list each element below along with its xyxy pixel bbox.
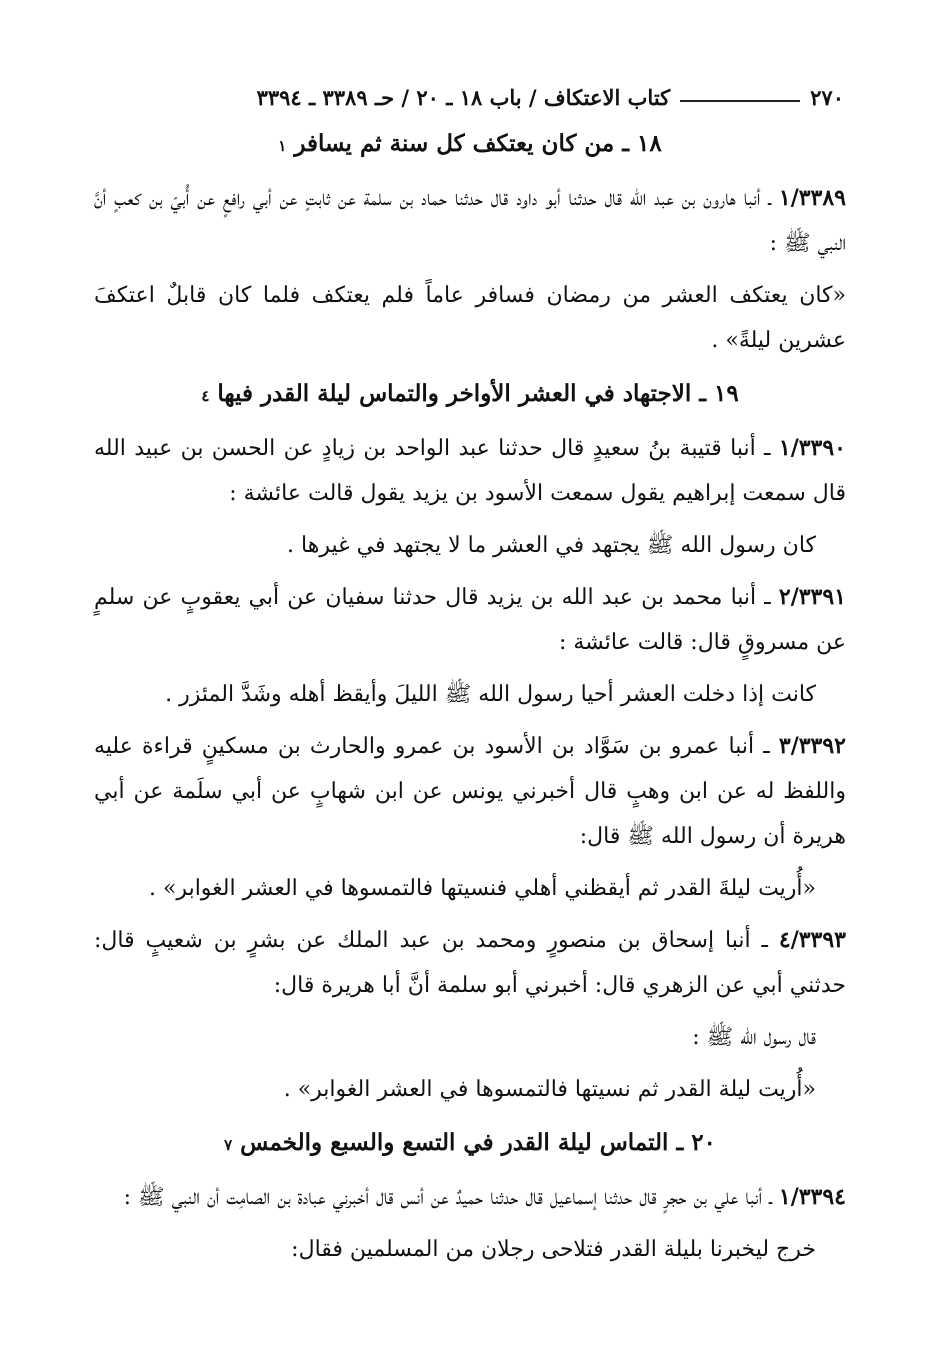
header-rule	[680, 100, 800, 102]
hadith-number: ٤/٣٣٩٣	[778, 927, 846, 953]
hadith-matn: خرج ليخبرنا بليلة القدر فتلاحى رجلان من المسلمين فقال:	[291, 1237, 816, 1262]
chapter-heading: ٢٠ ـ التماس ليلة القدر في التسع والسبع والخمس ٧	[224, 1129, 716, 1156]
running-title: كتاب الاعتكاف / باب ١٨ ـ ٢٠ / حـ ٣٣٨٩ ـ ٣٣٩٤	[256, 85, 671, 110]
hadith-isnad: ١/٣٣٨٩ ـ أنبا هارون بن عبد الله قال حدثنا أبو داود قال حدثنا حماد بن سلمة عن ثابتٍ عن أبي رافعٍ عن أُبيّ بن كعبٍ أنَّ النبي ﷺ :	[94, 185, 846, 256]
hadith-number: ١/٣٣٩٤	[778, 1184, 846, 1210]
footnote-marker: ٧	[224, 1136, 233, 1154]
running-head	[96, 76, 844, 110]
page-number: ٢٧٠	[810, 85, 844, 110]
hadith-matn: «أُريت ليلة القدر ثم نسيتها فالتمسوها في العشر الغوابر» .	[283, 1077, 816, 1102]
hadith-isnad: ١/٣٣٩٠ ـ أنبا قتيبة بنُ سعيدٍ قال حدثنا عبد الواحد بن زيادٍ عن الحسن بن عبيد الله قال سمعت إبراهيم يقول سمعت الأسود بن يزيد يقول قالت عائشة :	[94, 435, 846, 506]
hadith-matn: كان رسول الله ﷺ يجتهد في العشر ما لا يجتهد في غيرها .	[287, 533, 816, 558]
chapter-heading: ١٩ ـ الاجتهاد في العشر الأواخر والتماس ليلة القدر فيها ٤	[201, 380, 739, 407]
page-body	[94, 120, 846, 1279]
hadith-isnad: ١/٣٣٩٤ ـ أنبا علي بن حجرٍ قال حدثنا إسماعيل قال حدثنا حميدٌ عن أنس قال أخبرني عبادة بن الصامِت أن النبي ﷺ :	[123, 1184, 846, 1210]
hadith-number: ١/٣٣٩٠	[778, 435, 846, 461]
hadith-matn: كانت إذا دخلت العشر أحيا رسول الله ﷺ الليلَ وأيقظ أهله وشَدَّ المئزر .	[165, 682, 816, 707]
hadith-number: ٣/٣٣٩٢	[778, 733, 846, 759]
chapter-heading: ١٨ ـ من كان يعتكف كل سنة ثم يسافر ١	[278, 130, 662, 157]
footnote-marker: ١	[278, 137, 287, 155]
hadith-number: ١/٣٣٨٩	[778, 185, 846, 211]
hadith-isnad: ٢/٣٣٩١ ـ أنبا محمد بن عبد الله بن يزيد قال حدثنا سفيان عن أبي يعقوبٍ عن سلمٍ عن مسروقٍ قال: قالت عائشة :	[94, 584, 846, 655]
hadith-number: ٢/٣٣٩١	[778, 584, 846, 610]
hadith-isnad: ٤/٣٣٩٣ ـ أنبا إسحاق بن منصورٍ ومحمد بن عبد الملك عن بشرٍ بن شعيبٍ قال: حدثني أبي عن الزهري قال: أخبرني أبو سلمة أنَّ أبا هريرة قال:	[94, 927, 846, 998]
hadith-matn: «أُريت ليلةَ القدر ثم أيقظني أهلي فنسيتها فالتمسوها في العشر الغوابر» .	[148, 876, 816, 901]
footnote-marker: ٤	[201, 387, 210, 405]
hadith-isnad: ٣/٣٣٩٢ ـ أنبا عمرو بن سَوَّاد بن الأسود بن عمرو والحارث بن مسكينٍ قراءة عليه واللفظ له عن ابن وهبٍ قال أخبرني يونس عن ابن شهابٍ عن أبي سلَمة عن أبي هريرة أن رسول الله ﷺ قال:	[94, 733, 846, 849]
hadith-matn: «كان يعتكف العشر من رمضان فسافر عاماً فلم يعتكف فلما كان قابلٌ اعتكفَ عشرين ليلةً» .	[94, 283, 846, 353]
hadith-matn: قال رسول الله ﷺ :	[692, 1025, 816, 1050]
